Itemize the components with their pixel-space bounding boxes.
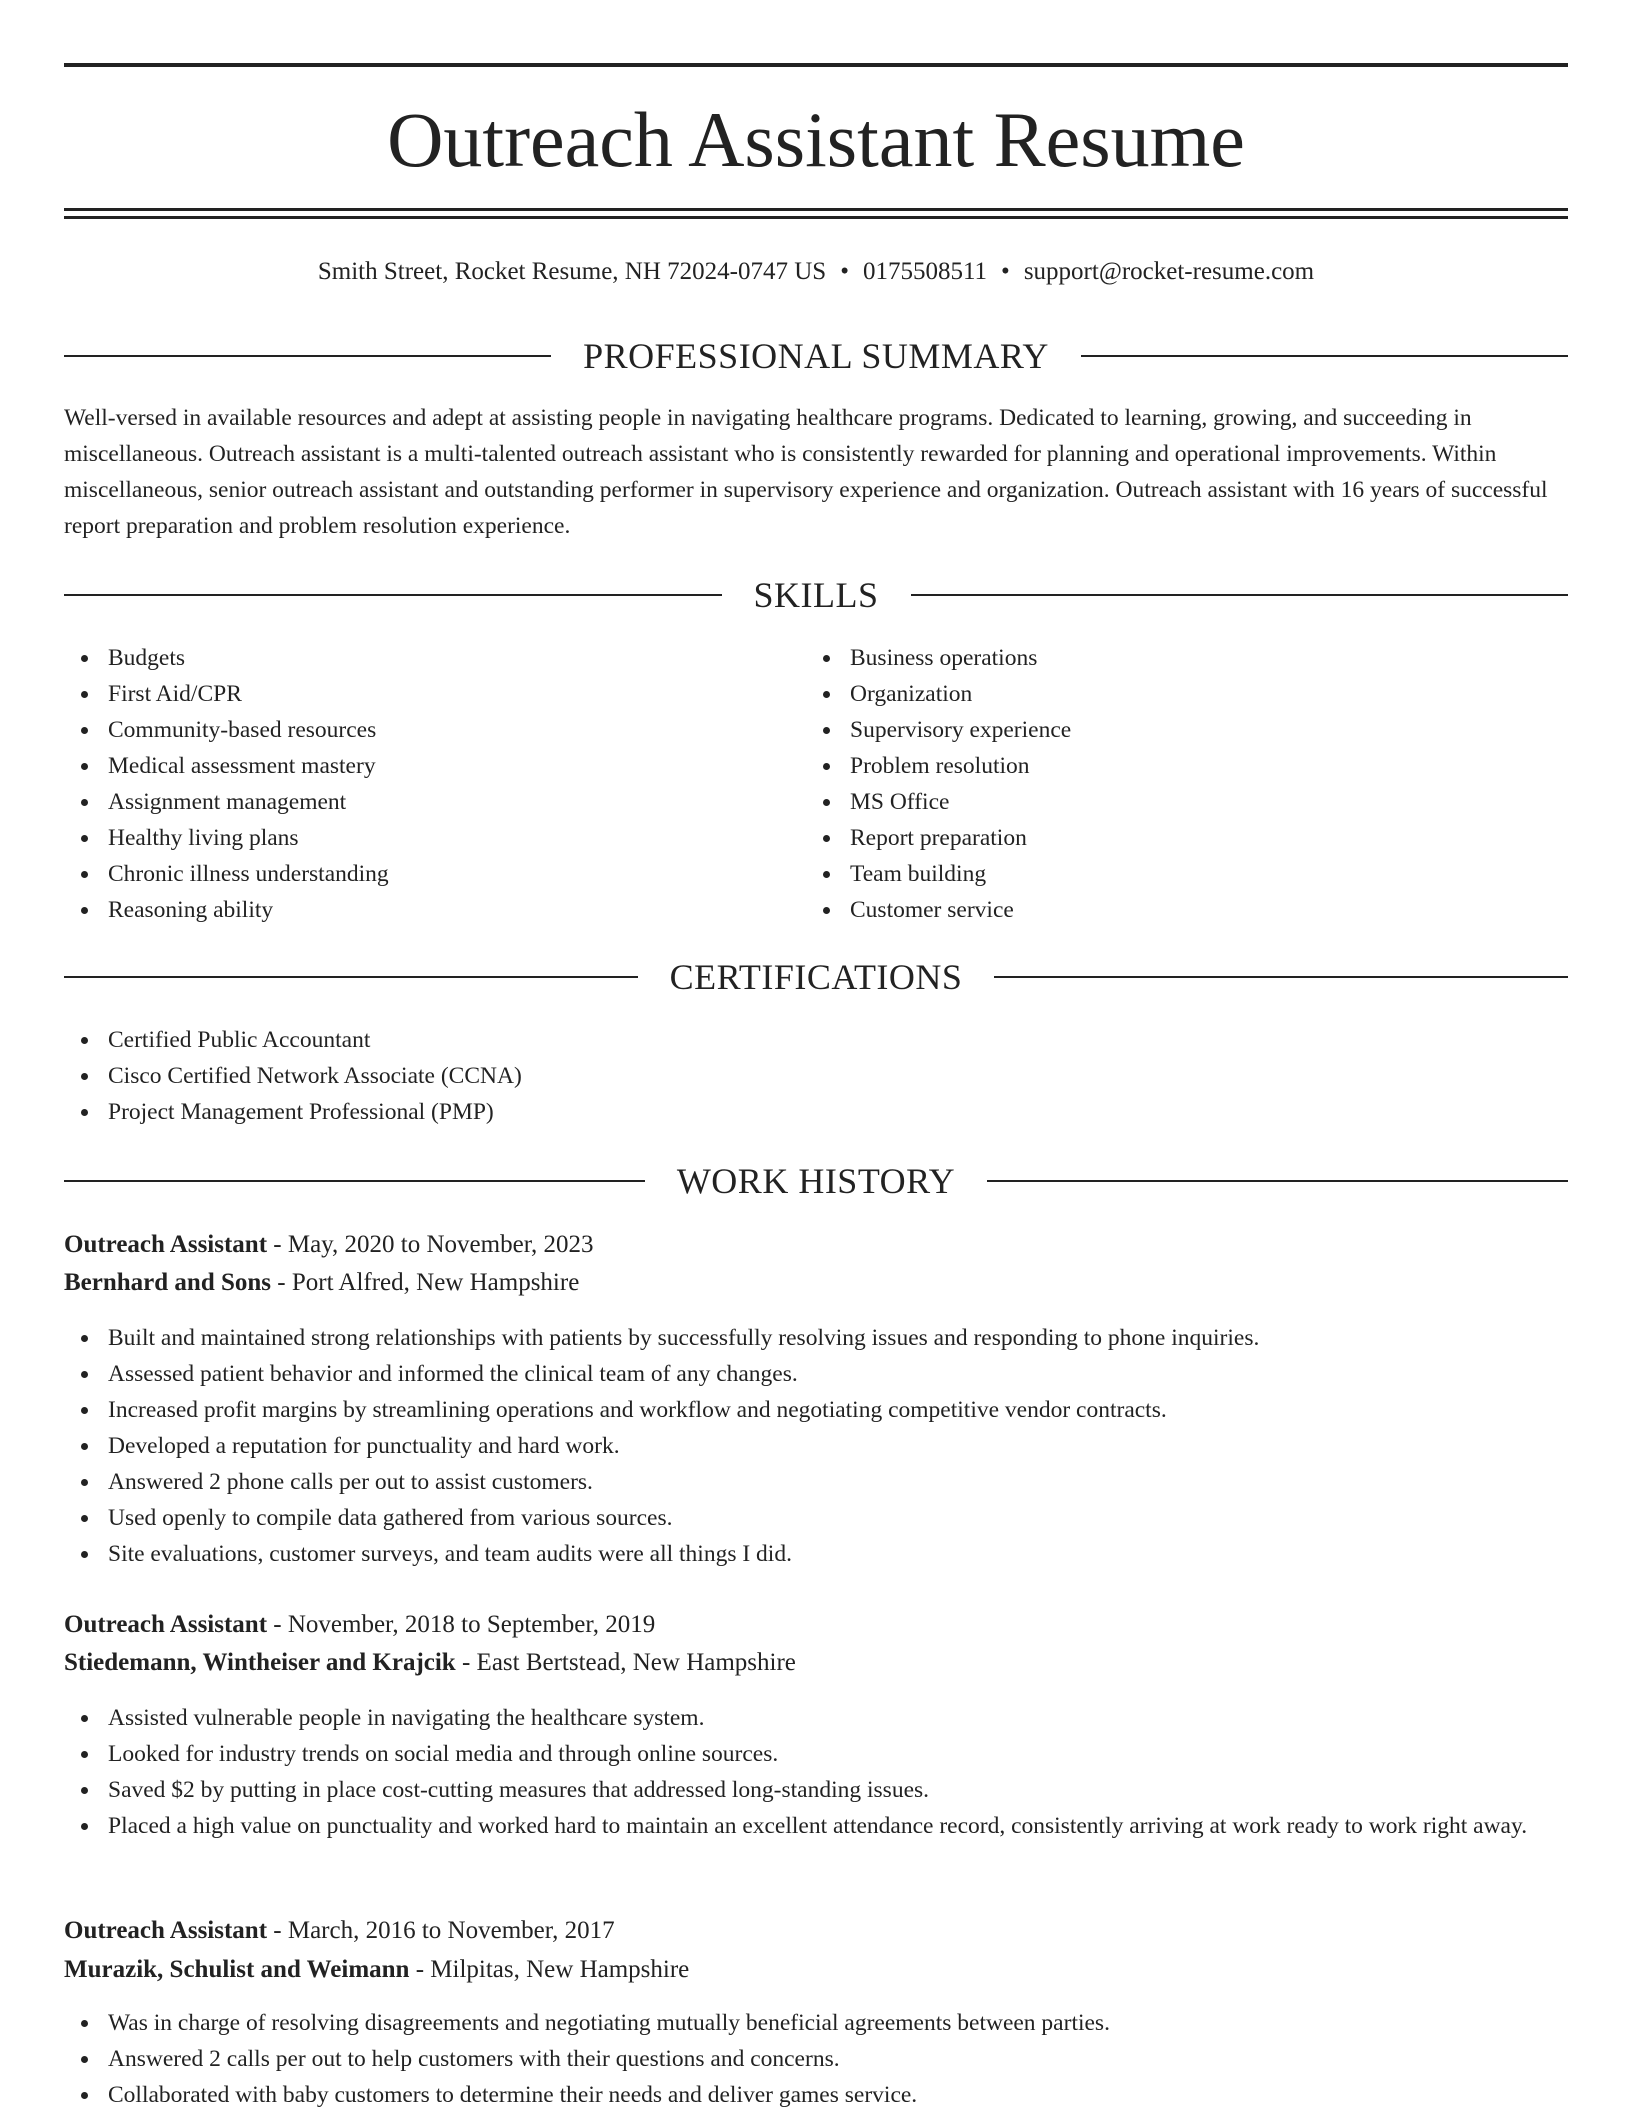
work-history-heading-text: WORK HISTORY — [676, 1161, 956, 1201]
certifications-list — [64, 1022, 1568, 1130]
skill-item: Medical assessment mastery — [64, 748, 764, 784]
skills-list-left — [64, 640, 764, 928]
skill-item: Reasoning ability — [64, 892, 764, 928]
skill-item: Business operations — [806, 640, 1506, 676]
contact-email[interactable]: support@rocket-resume.com — [1023, 258, 1315, 285]
job-bullet: Assisted vulnerable people in navigating the healthcare system. — [64, 1700, 1568, 1736]
job-dates: - November, 2018 to September, 2019 — [267, 1611, 656, 1638]
skill-item: Problem resolution — [806, 748, 1506, 784]
job-title-line — [64, 1226, 594, 1264]
contact-phone: 0175508511 — [862, 258, 988, 285]
summary-heading — [64, 334, 1568, 378]
job-location: - Milpitas, New Hampshire — [409, 1956, 690, 1983]
job-dates: - May, 2020 to November, 2023 — [267, 1231, 594, 1258]
job-title-line — [64, 1606, 655, 1644]
certification-item: Certified Public Accountant — [64, 1022, 1568, 1058]
heading-rule — [987, 1180, 1568, 1182]
heading-rule — [1081, 355, 1568, 357]
job-company-line — [64, 1951, 689, 1989]
skills-heading-text: SKILLS — [753, 575, 879, 615]
job-company: Stiedemann, Wintheiser and Krajcik — [64, 1649, 456, 1676]
job-bullets — [64, 2005, 1568, 2113]
job-bullet: Placed a high value on punctuality and worked hard to maintain an excellent attendance record, consistently arriving at work ready to work right away. — [64, 1808, 1568, 1844]
job-bullet: Increased profit margins by streamlining operations and workflow and negotiating competitive vendor contracts. — [64, 1392, 1568, 1428]
job-bullet: Used openly to compile data gathered from various sources. — [64, 1500, 1568, 1536]
skill-item: Team building — [806, 856, 1506, 892]
certifications-heading-text: CERTIFICATIONS — [669, 957, 963, 997]
contact-separator: • — [1001, 258, 1010, 285]
summary-text: Well-versed in available resources and adept at assisting people in navigating healthcare programs. Dedicated to learning, growing, and succeeding in miscellaneous. Outreach assistant is a multi-talented outreach assistant who is consistently rewarded for planning and operational improvements. Within miscellaneous, senior outreach assistant and outstanding performer in supervisory experience and organization. Outreach assistant with 16 years of successful report preparation and problem resolution experience. — [64, 405, 1548, 539]
heading-rule — [64, 1180, 645, 1182]
skill-item: Healthy living plans — [64, 820, 764, 856]
job-bullet: Developed a reputation for punctuality and hard work. — [64, 1428, 1568, 1464]
contact-separator: • — [840, 258, 849, 285]
page-title: Outreach Assistant Resume — [387, 96, 1245, 183]
job-location: - East Bertstead, New Hampshire — [455, 1649, 796, 1676]
skill-item: First Aid/CPR — [64, 676, 764, 712]
skill-item: MS Office — [806, 784, 1506, 820]
skill-item: Supervisory experience — [806, 712, 1506, 748]
skills-heading — [64, 573, 1568, 617]
job-title: Outreach Assistant — [64, 1231, 268, 1258]
skill-item: Community-based resources — [64, 712, 764, 748]
job-bullet: Answered 2 phone calls per out to assist customers. — [64, 1464, 1568, 1500]
heading-rule — [64, 594, 722, 596]
job-company-line — [64, 1264, 579, 1302]
top-rule — [64, 63, 1568, 67]
job-location: - Port Alfred, New Hampshire — [271, 1269, 580, 1296]
job-bullet: Built and maintained strong relationships with patients by successfully resolving issues and responding to phone inquiries. — [64, 1320, 1568, 1356]
title-rule-upper — [64, 208, 1568, 211]
work-history-heading — [64, 1159, 1568, 1203]
skill-item: Chronic illness understanding — [64, 856, 764, 892]
certification-item: Project Management Professional (PMP) — [64, 1094, 1568, 1130]
skill-item: Report preparation — [806, 820, 1506, 856]
title-rule-lower — [64, 216, 1568, 219]
job-bullets — [64, 1320, 1568, 1572]
skill-item: Budgets — [64, 640, 764, 676]
certification-item: Cisco Certified Network Associate (CCNA) — [64, 1058, 1568, 1094]
skills-list-right — [806, 640, 1506, 928]
skill-item: Assignment management — [64, 784, 764, 820]
job-company: Murazik, Schulist and Weimann — [64, 1956, 410, 1983]
job-title: Outreach Assistant — [64, 1611, 268, 1638]
heading-rule — [64, 976, 638, 978]
job-bullets — [64, 1700, 1568, 1844]
certifications-heading — [64, 955, 1568, 999]
job-bullet: Assessed patient behavior and informed the clinical team of any changes. — [64, 1356, 1568, 1392]
job-title: Outreach Assistant — [64, 1917, 268, 1944]
job-title-line — [64, 1912, 615, 1950]
heading-rule — [911, 594, 1569, 596]
job-dates: - March, 2016 to November, 2017 — [267, 1917, 615, 1944]
job-bullet: Collaborated with baby customers to determine their needs and deliver games service. — [64, 2077, 1568, 2113]
skill-item: Organization — [806, 676, 1506, 712]
heading-rule — [994, 976, 1568, 978]
job-company: Bernhard and Sons — [64, 1269, 272, 1296]
job-bullet: Site evaluations, customer surveys, and team audits were all things I did. — [64, 1536, 1568, 1572]
skill-item: Customer service — [806, 892, 1506, 928]
contact-line — [64, 254, 1568, 290]
job-bullet: Saved $2 by putting in place cost-cutting measures that addressed long-standing issues. — [64, 1772, 1568, 1808]
summary-heading-text: PROFESSIONAL SUMMARY — [583, 336, 1049, 376]
job-company-line — [64, 1644, 796, 1682]
heading-rule — [64, 355, 551, 357]
job-bullet: Looked for industry trends on social media and through online sources. — [64, 1736, 1568, 1772]
contact-address: Smith Street, Rocket Resume, NH 72024-0747 US — [317, 258, 827, 285]
job-bullet: Answered 2 calls per out to help customers with their questions and concerns. — [64, 2041, 1568, 2077]
job-bullet: Was in charge of resolving disagreements and negotiating mutually beneficial agreements between parties. — [64, 2005, 1568, 2041]
